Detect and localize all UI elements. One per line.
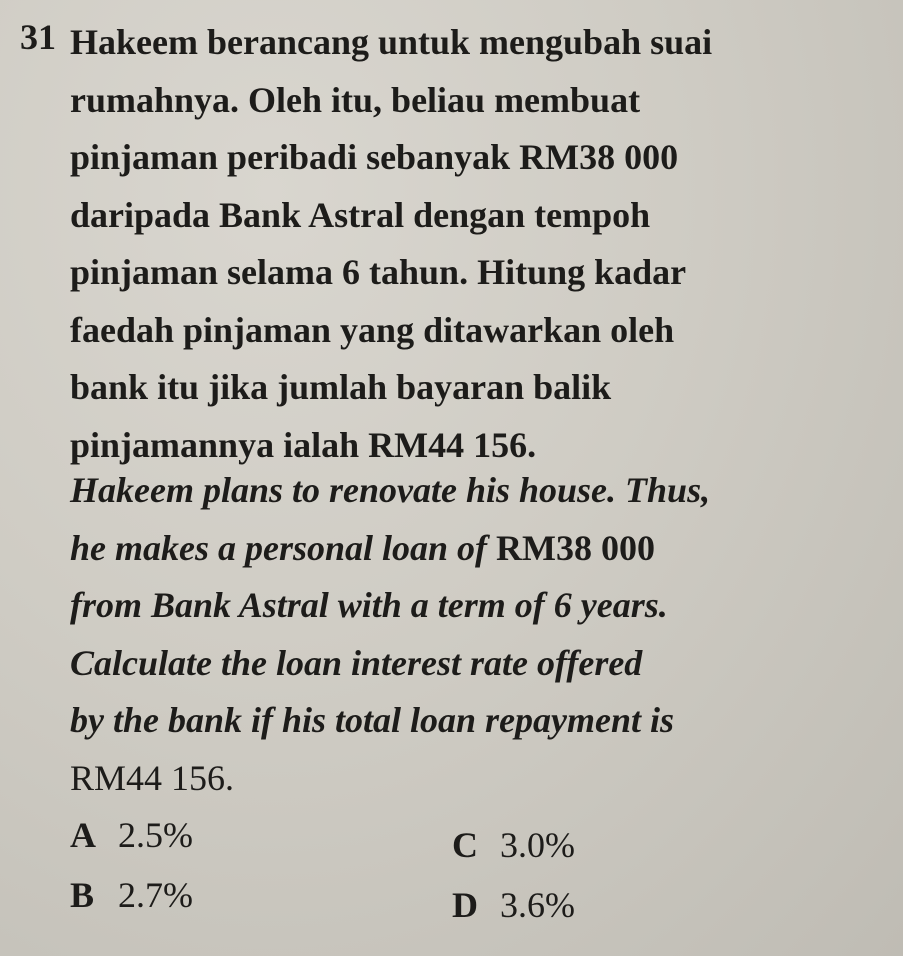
question-number: 31 xyxy=(20,17,56,57)
option-b[interactable] xyxy=(70,873,193,917)
english-line: from Bank Astral with a term of 6 years. xyxy=(70,585,668,625)
english-line: RM44 156. xyxy=(70,757,235,798)
malay-line: daripada Bank Astral dengan tempoh xyxy=(70,194,651,235)
malay-line: Hakeem berancang untuk mengubah suai xyxy=(70,22,713,62)
malay-line: rumahnya. Oleh itu, beliau membuat xyxy=(70,79,641,120)
malay-line: pinjaman peribadi sebanyak RM38 000 xyxy=(70,137,679,177)
option-letter: B xyxy=(70,875,95,915)
option-c[interactable] xyxy=(452,823,575,867)
english-line: Hakeem plans to renovate his house. Thus, xyxy=(70,470,711,510)
malay-line: faedah pinjaman yang ditawarkan oleh xyxy=(70,309,675,350)
english-line: Calculate the loan interest rate offered xyxy=(70,642,643,683)
question-text-malay xyxy=(70,14,885,474)
malay-line: bank itu jika jumlah bayaran balik xyxy=(70,367,612,407)
option-value: 2.5% xyxy=(118,815,193,855)
english-line xyxy=(70,520,885,578)
english-line-amount: RM38 000 xyxy=(496,527,656,568)
option-a[interactable] xyxy=(70,813,193,857)
option-d[interactable] xyxy=(452,883,575,927)
option-value: 3.0% xyxy=(500,825,575,865)
english-line: by the bank if his total loan repayment is xyxy=(70,700,675,740)
malay-line: pinjaman selama 6 tahun. Hitung kadar xyxy=(70,252,687,292)
question-text-english xyxy=(70,462,885,807)
option-letter: D xyxy=(452,885,478,925)
option-value: 2.7% xyxy=(118,875,193,915)
malay-line: pinjamannya ialah RM44 156. xyxy=(70,424,537,465)
option-letter: C xyxy=(452,825,478,865)
english-line-italic-part: he makes a personal loan of xyxy=(70,527,497,568)
option-value: 3.6% xyxy=(500,885,575,925)
option-letter: A xyxy=(70,815,96,855)
